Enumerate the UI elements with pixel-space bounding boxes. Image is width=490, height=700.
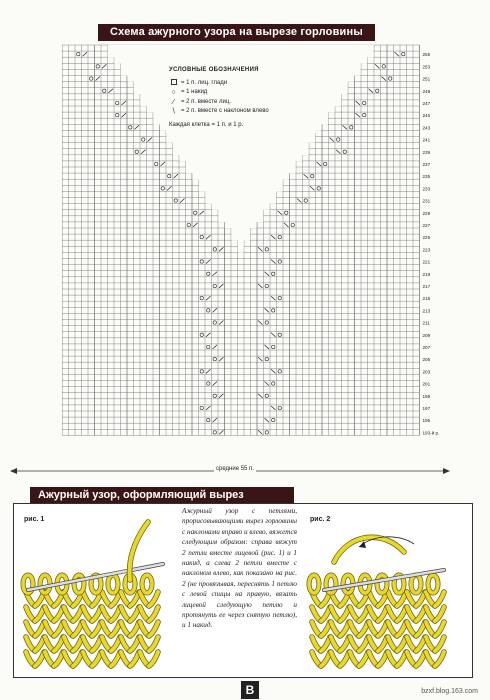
row-number: 219	[422, 271, 431, 277]
stitch	[92, 622, 101, 636]
row-number: 241	[422, 137, 431, 143]
yarnover-symbol	[213, 284, 216, 287]
yarnover-symbol	[278, 260, 281, 263]
description-text: Ажурный узор с петлями, прорисовывающими вырез горловины с наклонами вправо и влево, вяжется следующим образом: справа вяжут 2 петли вместе лицевой (рис. 1) и 1 накид, а слева 2 петли вместе с наклоном влево, как показано на рис. 2 (не провязывая, переснять 1 петлю с левой спицы на правую, вязать лицевой следующую петлю и протянуть ее через снятую петлю), и 1 накид.	[182, 507, 297, 630]
yarnover-symbol	[142, 138, 145, 141]
yarnover-symbol	[200, 370, 203, 373]
ssk-symbol	[258, 321, 263, 325]
k2tog-symbol	[109, 89, 114, 93]
legend-text: = 1 накид	[181, 89, 208, 96]
yarnover-symbol	[278, 406, 281, 409]
ssk-symbol	[271, 333, 276, 337]
square-icon	[169, 79, 178, 89]
ssk-symbol	[330, 138, 335, 142]
stitch	[35, 622, 44, 636]
ssk-symbol	[317, 162, 322, 166]
loop	[428, 575, 438, 593]
row-number: 197	[422, 406, 431, 411]
stitch	[435, 652, 444, 666]
yarnover-symbol	[200, 260, 203, 263]
yarnover-symbol	[272, 418, 275, 421]
empty-cell	[173, 142, 309, 149]
stitch	[73, 607, 82, 621]
stitch	[378, 637, 387, 651]
yarnover-symbol	[200, 296, 203, 299]
row-number: 255	[422, 52, 431, 58]
row-number: 247	[422, 101, 431, 106]
yarnover-symbol	[272, 309, 275, 312]
left-slant-icon: ∖	[171, 108, 176, 116]
legend-item-yarnover	[169, 88, 313, 98]
k2tog-symbol	[135, 125, 140, 129]
ssk-symbol	[271, 406, 276, 410]
legend-item-knit	[169, 79, 313, 89]
legend-item-k2tog	[169, 98, 313, 108]
stitch	[340, 652, 349, 666]
k2tog-symbol	[141, 150, 146, 154]
stitch	[92, 652, 101, 666]
stitch	[359, 607, 368, 621]
ssk-symbol	[278, 211, 283, 215]
loop	[108, 575, 118, 593]
yarnover-symbol	[194, 211, 197, 214]
row-number: 195	[422, 418, 431, 424]
yarnover-symbol	[116, 113, 119, 116]
k2tog-symbol	[96, 77, 101, 81]
k2tog-symbol	[206, 235, 211, 239]
ssk-symbol	[258, 394, 263, 398]
yarnover-symbol	[382, 65, 385, 68]
ssk-symbol	[265, 345, 270, 349]
empty-cell	[225, 222, 257, 229]
k2tog-symbol	[83, 52, 88, 56]
yarnover-symbol	[265, 248, 268, 251]
yarnover-symbol	[343, 150, 346, 153]
stitch	[378, 622, 387, 636]
yarnover-symbol	[363, 101, 366, 104]
yarnover-symbol	[207, 345, 210, 348]
k2tog-symbol	[213, 308, 218, 312]
circle-icon: ○	[171, 89, 176, 97]
figure-label: рис. 2	[310, 516, 331, 523]
ssk-symbol	[369, 89, 374, 93]
yarnover-symbol	[376, 89, 379, 92]
stitch	[130, 622, 139, 636]
stitch	[149, 622, 158, 636]
k2tog-symbol	[219, 394, 224, 398]
k2tog-symbol	[213, 272, 218, 276]
k2tog-symbol	[193, 223, 198, 227]
row-number: 237	[422, 162, 431, 167]
k2tog-symbol	[200, 211, 205, 215]
yarnover-symbol	[213, 357, 216, 360]
yarnover-symbol	[402, 52, 405, 55]
ssk-symbol	[258, 284, 263, 288]
row-number: 217	[422, 284, 431, 289]
stitch	[397, 652, 406, 666]
ssk-symbol	[310, 186, 315, 190]
row-number: 213	[422, 308, 431, 314]
stitch	[54, 652, 63, 666]
yarnover-symbol	[324, 162, 327, 165]
arrow-head	[359, 541, 366, 548]
legend-heading: УСЛОВНЫЕ ОБОЗНАЧЕНИЯ	[169, 67, 259, 73]
figure-1	[18, 512, 168, 662]
stitch	[54, 637, 63, 651]
empty-cell	[199, 185, 283, 192]
row-number: 203	[422, 369, 431, 375]
row-number: 243	[422, 125, 431, 131]
empty-cell	[231, 234, 250, 241]
yarnover-symbol	[272, 272, 275, 275]
page-letter: B	[241, 681, 259, 699]
legend	[166, 64, 316, 133]
ssk-symbol	[343, 125, 348, 129]
yarnover-symbol	[291, 223, 294, 226]
yarnover-symbol	[207, 309, 210, 312]
legend-text: = 1 п. лиц. глади	[181, 79, 228, 86]
yarnover-symbol	[200, 333, 203, 336]
yarnover-symbol	[135, 150, 138, 153]
yarnover-symbol	[363, 113, 366, 116]
stitch	[111, 652, 120, 666]
k2tog-symbol	[122, 101, 127, 105]
stitch	[54, 622, 63, 636]
empty-cell	[212, 203, 270, 210]
empty-cell	[231, 228, 250, 235]
row-number: 201	[422, 381, 431, 387]
stitch	[435, 637, 444, 651]
k2tog-symbol	[219, 430, 224, 434]
legend-text: = 2 п. вместе лиц.	[181, 98, 231, 105]
k2tog-symbol	[213, 382, 218, 386]
ssk-symbol	[336, 150, 341, 154]
row-number: 199	[422, 393, 431, 399]
k2tog-symbol	[219, 247, 224, 251]
stitch	[92, 607, 101, 621]
legend-scale: Каждая клетка = 1 п. и 1 р.	[169, 121, 244, 128]
empty-cell	[192, 173, 289, 180]
stitch	[35, 637, 44, 651]
stitch	[397, 637, 406, 651]
stitch	[416, 637, 425, 651]
yarnover-symbol	[155, 162, 158, 165]
stitch	[397, 607, 406, 621]
row-number: 233	[422, 186, 431, 192]
chart-title: Схема ажурного узора на вырезе горловины	[98, 24, 375, 41]
yarnover-symbol	[278, 296, 281, 299]
ssk-symbol	[265, 308, 270, 312]
yarnover-symbol	[272, 345, 275, 348]
yarnover-symbol	[200, 235, 203, 238]
stitch	[378, 607, 387, 621]
section-title: Ажурный узор, оформляющий вырез	[30, 487, 294, 503]
stitch	[54, 607, 63, 621]
empty-cell	[108, 51, 374, 58]
yarnover-symbol	[207, 272, 210, 275]
ssk-symbol	[304, 174, 309, 178]
ssk-symbol	[258, 357, 263, 361]
yarnover-symbol	[337, 138, 340, 141]
stitch	[435, 622, 444, 636]
empty-cell	[218, 210, 263, 217]
k2tog-symbol	[213, 418, 218, 422]
row-number: 239	[422, 149, 431, 155]
ssk-symbol	[356, 113, 361, 117]
stitch	[35, 652, 44, 666]
row-number: 221	[422, 259, 431, 265]
ssk-symbol	[382, 77, 387, 81]
ssk-symbol	[297, 199, 302, 203]
empty-cell	[166, 136, 315, 143]
stitch	[111, 622, 120, 636]
stitch	[397, 622, 406, 636]
k2tog-symbol	[219, 284, 224, 288]
empty-cell	[199, 179, 283, 186]
right-slant-icon: ⁄	[172, 98, 175, 106]
stitch	[73, 622, 82, 636]
ssk-symbol	[271, 260, 276, 264]
yarnover-symbol	[265, 431, 268, 434]
k2tog-symbol	[206, 333, 211, 337]
yarnover-symbol	[265, 284, 268, 287]
loop	[142, 575, 152, 593]
yarnover-symbol	[265, 321, 268, 324]
stitch	[149, 607, 158, 621]
yarnover-symbol	[207, 418, 210, 421]
row-number: 225	[422, 235, 431, 241]
stitch	[416, 607, 425, 621]
row-number: 251	[422, 76, 431, 82]
empty-cell	[108, 45, 374, 52]
loop	[411, 575, 421, 593]
yarnover-symbol	[265, 394, 268, 397]
stitch	[130, 637, 139, 651]
k2tog-symbol	[167, 186, 172, 190]
stitch	[130, 607, 139, 621]
ssk-symbol	[271, 235, 276, 239]
stitch	[111, 637, 120, 651]
yarnover-symbol	[350, 126, 353, 129]
yarnover-symbol	[285, 211, 288, 214]
k2tog-symbol	[206, 406, 211, 410]
ssk-symbol	[271, 369, 276, 373]
yarnover-symbol	[278, 370, 281, 373]
knitting-illustration-2	[304, 512, 454, 672]
row-number: 253	[422, 64, 431, 70]
k2tog-symbol	[213, 345, 218, 349]
legend-text: = 2 п. вместе с наклоном влево	[181, 108, 269, 115]
yarnover-symbol	[161, 187, 164, 190]
row-number: 227	[422, 223, 431, 228]
ssk-symbol	[265, 382, 270, 386]
row-number: 235	[422, 174, 431, 180]
yarnover-symbol	[168, 174, 171, 177]
stitch	[92, 637, 101, 651]
stitch	[321, 637, 330, 651]
stitch	[416, 622, 425, 636]
yarnover-symbol	[174, 199, 177, 202]
yarnover-symbol	[317, 187, 320, 190]
row-number: 223	[422, 247, 431, 253]
stitch	[359, 637, 368, 651]
ssk-symbol	[375, 64, 380, 68]
width-label: средние 55 п.	[216, 466, 254, 472]
empty-cell	[173, 149, 309, 156]
figure-label: рис. 1	[24, 516, 45, 523]
row-number: 249	[422, 88, 431, 94]
empty-cell	[114, 57, 367, 64]
yarnover-symbol	[265, 357, 268, 360]
stitch	[359, 622, 368, 636]
legend-item-ssk	[169, 107, 313, 117]
yarnover-symbol	[90, 77, 93, 80]
k2tog-symbol	[206, 260, 211, 264]
stitch	[340, 637, 349, 651]
watermark: bzxf.blog.163.com	[421, 688, 478, 695]
row-number: 215	[422, 296, 431, 302]
yarnover-symbol	[213, 321, 216, 324]
yarnover-symbol	[304, 199, 307, 202]
k2tog-symbol	[102, 64, 107, 68]
stitch	[321, 607, 330, 621]
yarnover-symbol	[311, 174, 314, 177]
ssk-symbol	[356, 101, 361, 105]
knitting-illustration-1	[18, 512, 168, 672]
stitch	[321, 622, 330, 636]
k2tog-symbol	[122, 113, 127, 117]
stitch	[35, 607, 44, 621]
k2tog-symbol	[148, 138, 153, 142]
stitch	[435, 607, 444, 621]
yarnover-symbol	[129, 126, 132, 129]
k2tog-symbol	[206, 369, 211, 373]
figure-2	[304, 512, 454, 662]
empty-cell	[179, 155, 302, 162]
stitch	[416, 652, 425, 666]
k2tog-symbol	[219, 321, 224, 325]
k2tog-symbol	[219, 357, 224, 361]
yarnover-symbol	[200, 406, 203, 409]
empty-cell	[186, 167, 296, 174]
row-number: 193-й р.	[422, 430, 440, 436]
stitch	[149, 652, 158, 666]
empty-cell	[205, 191, 276, 198]
ssk-symbol	[258, 247, 263, 251]
ssk-symbol	[284, 223, 289, 227]
yarnover-symbol	[96, 65, 99, 68]
loop	[377, 575, 387, 593]
stitch	[340, 622, 349, 636]
empty-cell	[186, 161, 296, 168]
row-number: 207	[422, 345, 431, 350]
yarnover-symbol	[389, 77, 392, 80]
yarnover-symbol	[187, 223, 190, 226]
row-number: 229	[422, 210, 431, 216]
row-number: 205	[422, 357, 431, 363]
yarnover-symbol	[116, 101, 119, 104]
stitch	[149, 637, 158, 651]
empty-cell	[205, 197, 276, 204]
stitch	[111, 607, 120, 621]
stitch	[359, 652, 368, 666]
k2tog-symbol	[206, 296, 211, 300]
k2tog-symbol	[161, 162, 166, 166]
k2tog-symbol	[180, 199, 185, 203]
row-number: 211	[422, 320, 430, 326]
row-number: 231	[422, 198, 431, 204]
ssk-symbol	[265, 418, 270, 422]
yarnover-symbol	[272, 382, 275, 385]
yarnover-symbol	[213, 394, 216, 397]
yarnover-symbol	[213, 248, 216, 251]
empty-cell	[218, 216, 263, 223]
yarnover-symbol	[278, 235, 281, 238]
stitch	[378, 652, 387, 666]
k2tog-symbol	[174, 174, 179, 178]
empty-cell	[238, 240, 244, 247]
ssk-symbol	[258, 430, 263, 434]
row-number: 245	[422, 113, 431, 119]
yarnover-symbol	[213, 431, 216, 434]
yarnover-symbol	[103, 89, 106, 92]
stitch	[130, 652, 139, 666]
yarnover-symbol	[77, 52, 80, 55]
stitch	[340, 607, 349, 621]
ssk-symbol	[395, 52, 400, 56]
yarnover-symbol	[207, 382, 210, 385]
yarnover-symbol	[278, 333, 281, 336]
ssk-symbol	[271, 296, 276, 300]
stitch	[321, 652, 330, 666]
stitch	[73, 637, 82, 651]
stitch	[73, 652, 82, 666]
row-number: 209	[422, 332, 431, 338]
empty-cell	[238, 246, 244, 253]
ssk-symbol	[265, 272, 270, 276]
